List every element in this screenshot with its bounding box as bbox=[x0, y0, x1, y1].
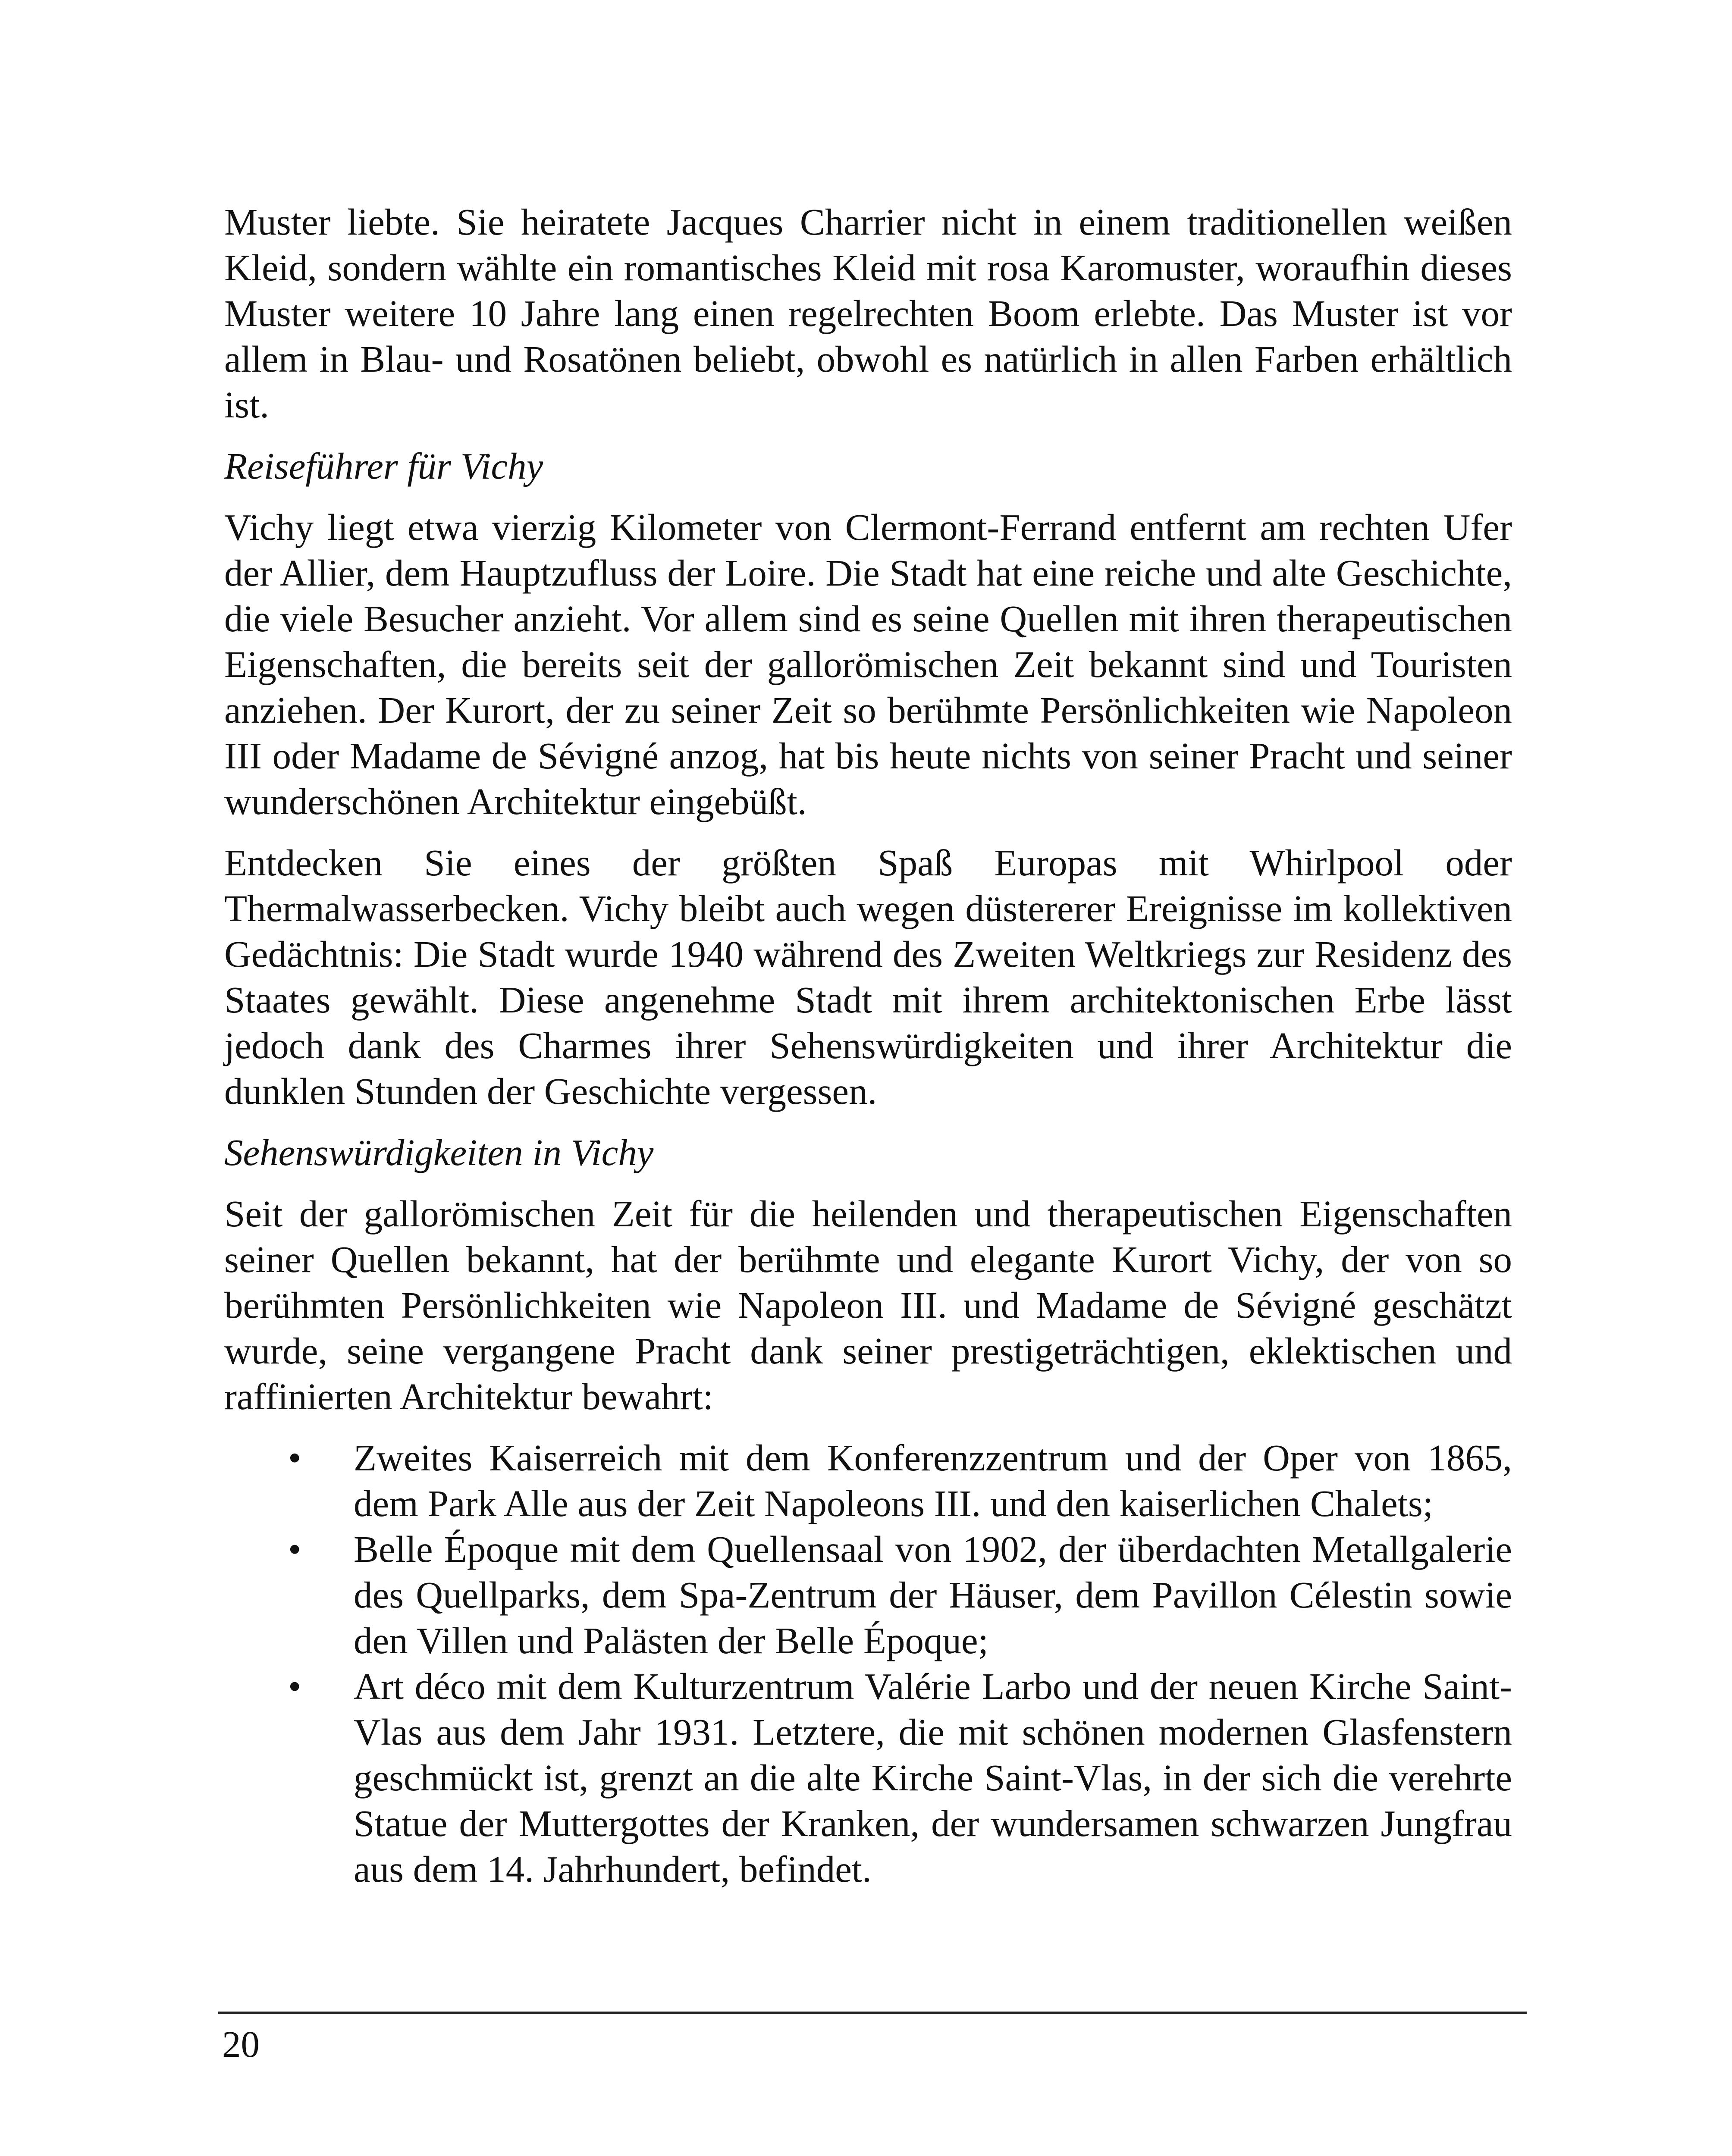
page-content bbox=[224, 199, 1512, 1892]
list-item bbox=[224, 1526, 1512, 1664]
paragraph-sights-intro: Seit der gallorömischen Zeit für die heilenden und therapeutischen Eigenschaften seiner Quellen bekannt, hat der berühmte und elegante Kurort Vichy, der von so berühmten Persönlichkeiten wie Napoleon III. und Madame de Sévigné geschätzt wurde, seine vergangene Pracht dank seiner prestigeträchtigen, eklektischen und raffinierten Architektur bewahrt: bbox=[224, 1193, 1512, 1417]
list-item bbox=[224, 1435, 1512, 1526]
paragraph-wedding-pattern: Muster liebte. Sie heiratete Jacques Charrier nicht in einem traditionellen weißen Kleid, sondern wählte ein romantisches Kleid mit rosa Karomuster, woraufhin dieses Muster weitere 10 Jahre lang einen regelrechten Boom erlebte. Das Muster ist vor allem in Blau- und Rosatönen beliebt, obwohl es natürlich in allen Farben erhältlich ist. bbox=[224, 201, 1512, 426]
bullet-icon: • bbox=[288, 1665, 301, 1707]
list-item-text: Zweites Kaiserreich mit dem Konferenzzentrum und der Oper von 1865, dem Park Alle aus der Zeit Napoleons III. und den kaiserlichen Chalets; bbox=[354, 1437, 1512, 1524]
paragraph-discover: Entdecken Sie eines der größten Spaß Europas mit Whirlpool oder Thermalwasserbecken. Vichy bleibt auch wegen düstererer Ereignisse im kollektiven Gedächtnis: Die Stadt wurde 1940 während des Zweiten Weltkriegs zur Residenz des Staates gewählt. Diese angenehme Stadt mit ihrem architektonischen Erbe lässt jedoch dank des Charmes ihrer Sehenswürdigkeiten und ihrer Architektur die dunklen Stunden der Geschichte vergessen. bbox=[224, 842, 1512, 1112]
footer-divider bbox=[218, 2012, 1527, 2014]
bullet-icon: • bbox=[288, 1528, 301, 1570]
bullet-icon: • bbox=[288, 1437, 301, 1479]
list-item bbox=[224, 1664, 1512, 1892]
list-item-text: Art déco mit dem Kulturzentrum Valérie Larbo und der neuen Kirche Saint-Vlas aus dem Jahr 1931. Letztere, die mit schönen modernen Glasfenstern geschmückt ist, grenzt an die alte Kirche Saint-Vlas, in der sich die verehrte Statue der Muttergottes der Kranken, der wundersamen schwarzen Jungfrau aus dem 14. Jahrhundert, befindet. bbox=[354, 1665, 1512, 1890]
section-heading-travel-guide: Reiseführer für Vichy bbox=[224, 445, 543, 487]
sights-bullet-list bbox=[224, 1435, 1512, 1892]
list-item-text: Belle Époque mit dem Quellensaal von 1902, der überdachten Metallgalerie des Quellparks, dem Spa-Zentrum der Häuser, dem Pavillon Célestin sowie den Villen und Palästen der Belle Époque; bbox=[354, 1528, 1512, 1661]
section-heading-sights: Sehenswürdigkeiten in Vichy bbox=[224, 1131, 654, 1173]
paragraph-vichy-location: Vichy liegt etwa vierzig Kilometer von Clermont-Ferrand entfernt am rechten Ufer der Allier, dem Hauptzufluss der Loire. Die Stadt hat eine reiche und alte Geschichte, die viele Besucher anzieht. Vor allem sind es seine Quellen mit ihren therapeutischen Eigenschaften, die bereits seit der gallorömischen Zeit bekannt sind und Touristen anziehen. Der Kurort, der zu seiner Zeit so berühmte Persönlichkeiten wie Napoleon III oder Madame de Sévigné anzog, hat bis heute nichts von seiner Pracht und seiner wunderschönen Architektur eingebüßt. bbox=[224, 506, 1512, 822]
page-number: 20 bbox=[222, 2023, 260, 2065]
